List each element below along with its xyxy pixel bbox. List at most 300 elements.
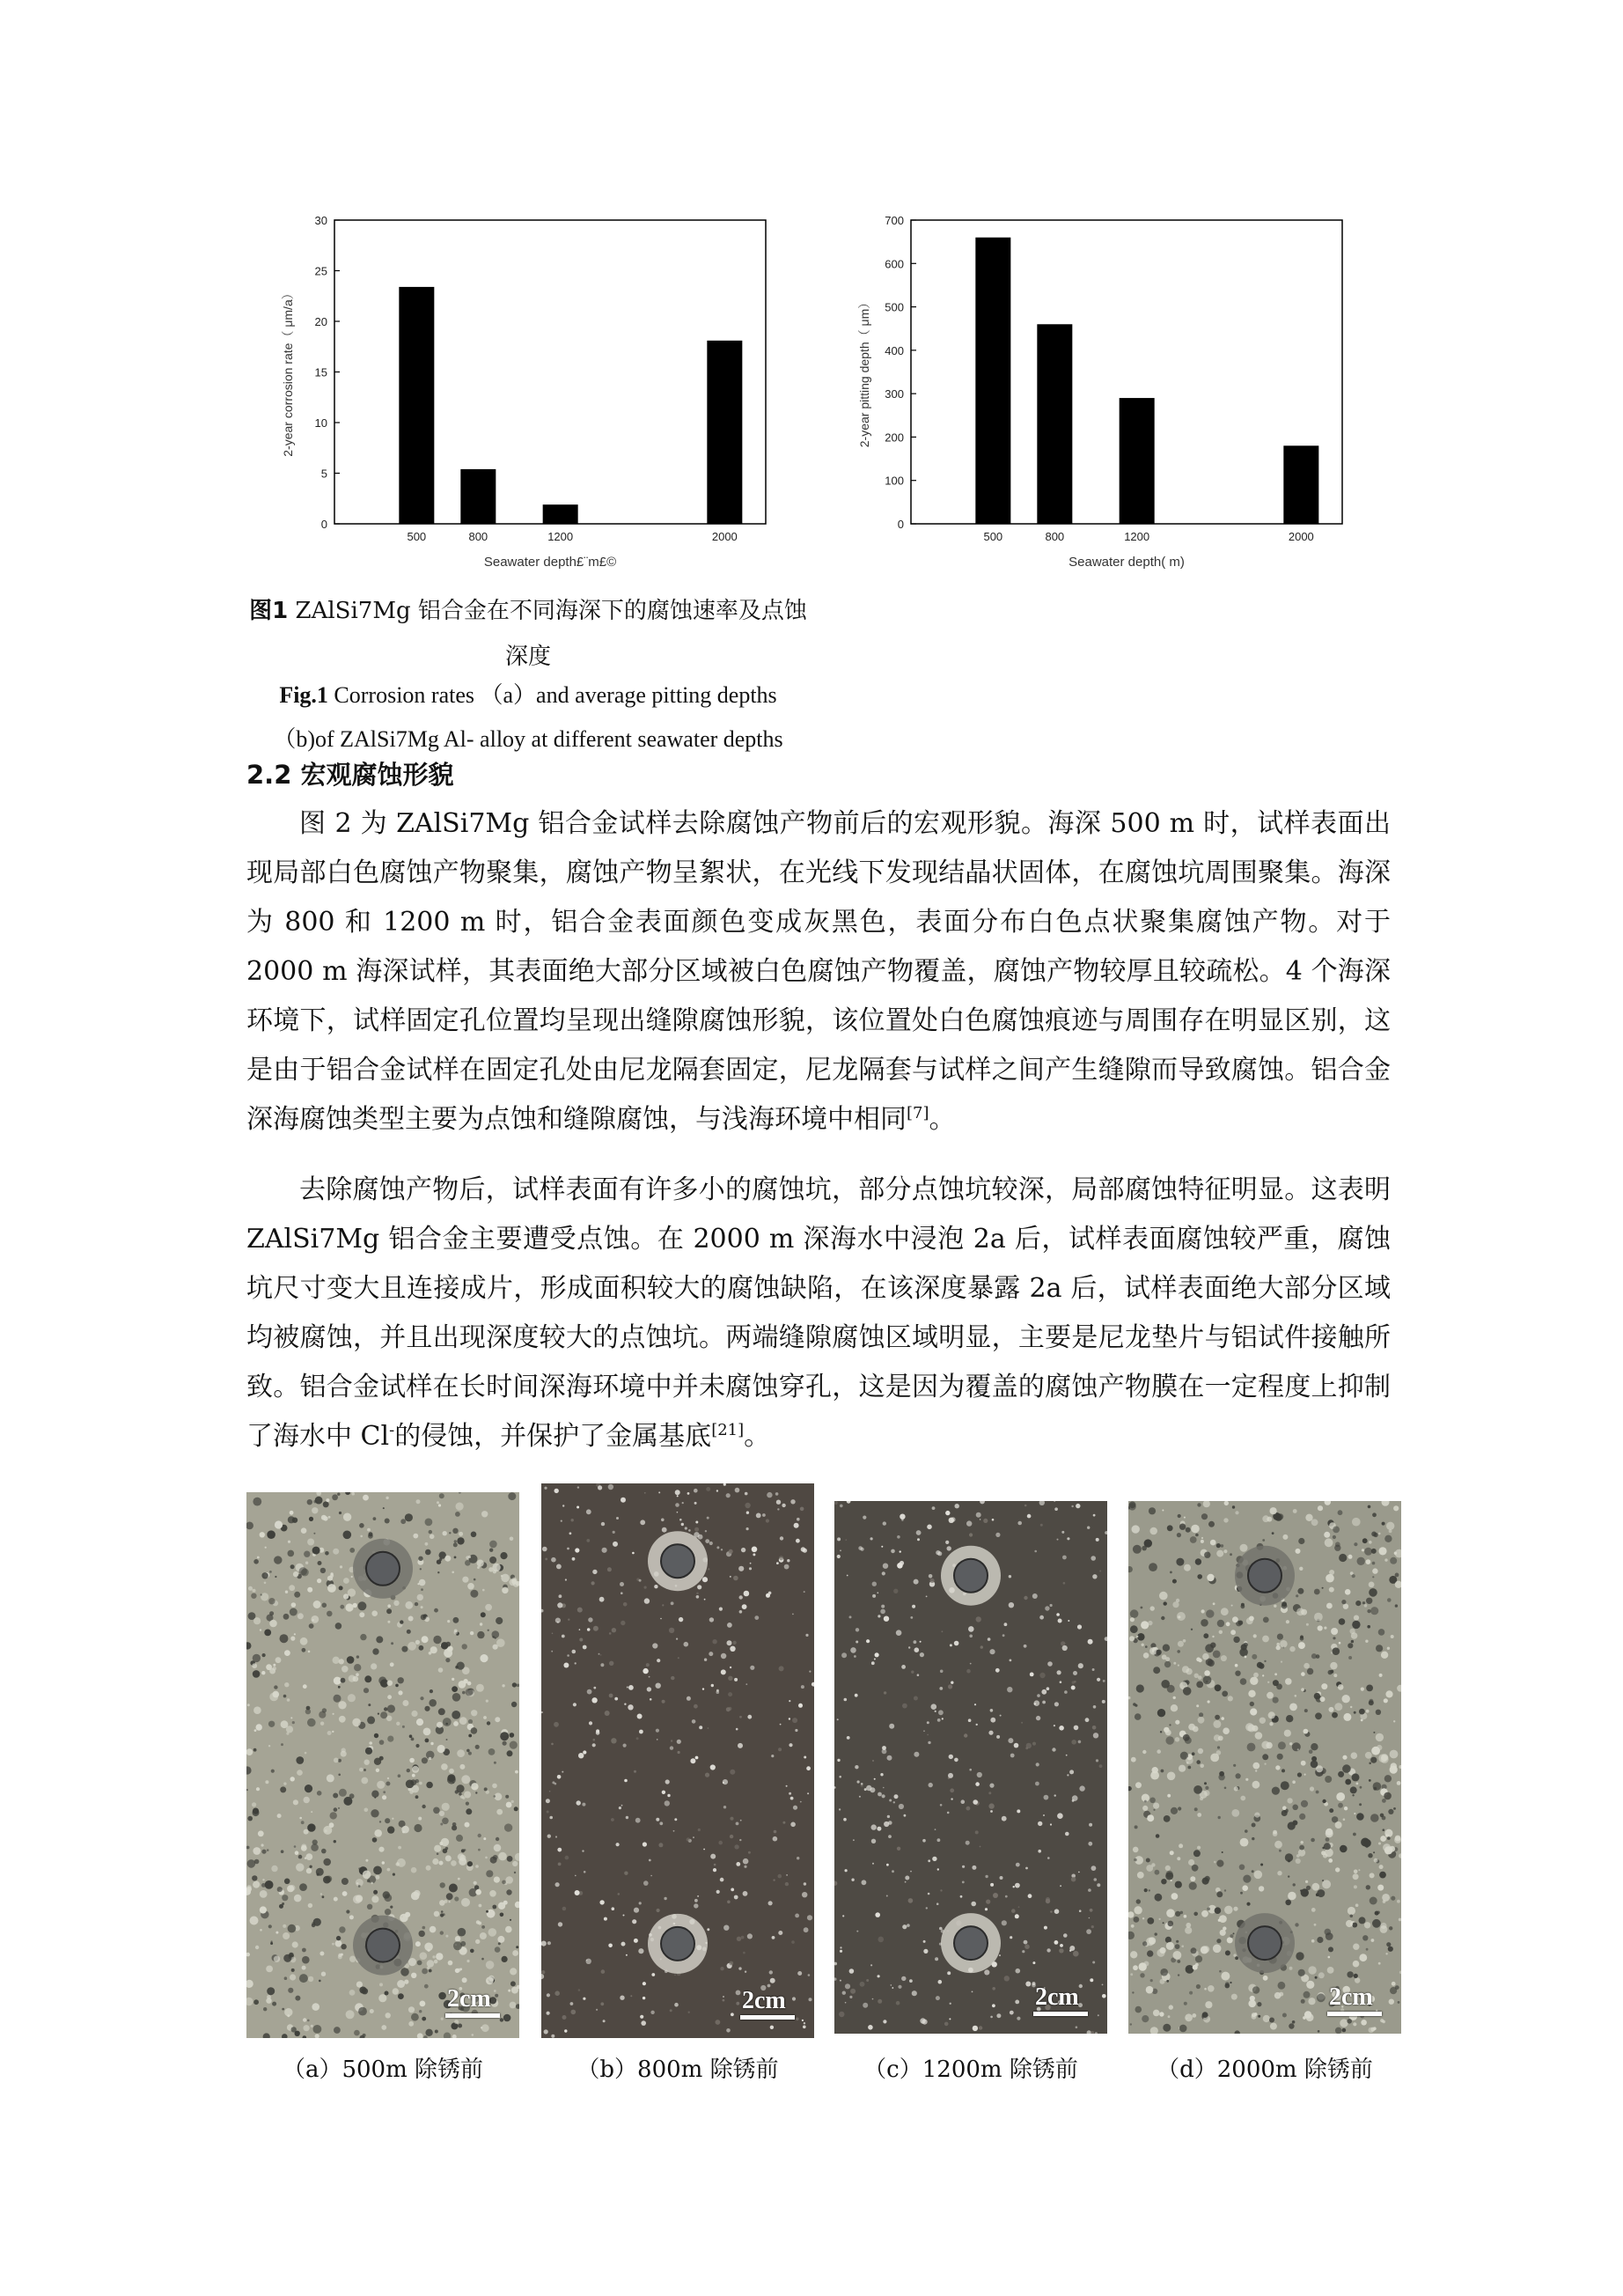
surface-speck [305, 1785, 312, 1792]
photo-500m-image [246, 1492, 519, 2038]
surface-speck [940, 1670, 944, 1674]
surface-speck [1242, 1885, 1248, 1891]
surface-speck [980, 1645, 983, 1648]
surface-speck [293, 1799, 298, 1805]
surface-speck [472, 2034, 474, 2036]
surface-speck [514, 1807, 518, 1811]
surface-speck [253, 1881, 260, 1888]
surface-speck [1376, 1733, 1384, 1741]
surface-speck [1164, 1815, 1171, 1822]
surface-speck [1204, 1988, 1207, 1991]
surface-speck [790, 1797, 794, 1800]
surface-speck [1301, 1841, 1304, 1843]
surface-speck [878, 1937, 885, 1943]
surface-speck [598, 1485, 602, 1490]
surface-speck [976, 1512, 981, 1518]
surface-speck [552, 1633, 554, 1635]
surface-speck [1382, 1799, 1386, 1803]
figure1-caption-en [246, 673, 810, 762]
surface-speck [750, 1666, 754, 1670]
surface-speck [441, 1642, 448, 1649]
surface-speck [1038, 1821, 1042, 1826]
surface-speck [451, 1860, 457, 1866]
surface-speck [296, 1756, 304, 1764]
surface-speck [705, 1773, 709, 1777]
surface-speck [1173, 1696, 1176, 1699]
surface-speck [1214, 1861, 1216, 1864]
surface-speck [1365, 1640, 1368, 1643]
surface-speck [902, 1924, 907, 1929]
surface-speck [475, 1792, 477, 1793]
surface-speck [562, 1635, 565, 1638]
surface-speck [1391, 1635, 1394, 1638]
surface-speck [840, 1549, 841, 1551]
surface-speck [948, 1684, 952, 1689]
surface-speck [908, 1898, 914, 1903]
surface-speck [428, 1949, 430, 1952]
surface-speck [797, 1857, 799, 1859]
surface-speck [265, 1780, 268, 1784]
surface-speck [387, 1868, 391, 1872]
surface-speck [662, 1791, 665, 1794]
surface-speck [511, 1800, 514, 1803]
surface-speck [349, 1793, 355, 1799]
surface-speck [752, 1547, 758, 1553]
surface-speck [624, 1704, 626, 1705]
surface-speck [768, 1592, 772, 1595]
surface-speck [1191, 1525, 1200, 1534]
surface-speck [1054, 1940, 1059, 1945]
surface-speck [459, 1717, 467, 1725]
surface-speck [1222, 1691, 1228, 1697]
surface-speck [467, 1861, 473, 1866]
surface-speck [307, 1499, 312, 1505]
surface-speck [736, 1728, 738, 1731]
surface-speck [711, 1684, 714, 1687]
surface-speck [804, 1756, 806, 1759]
surface-speck [779, 1666, 784, 1671]
scale-bar-b [740, 2015, 795, 2020]
surface-speck [977, 1772, 982, 1777]
surface-speck [386, 1782, 390, 1786]
surface-speck [1299, 1814, 1305, 1820]
surface-speck [935, 1957, 938, 1961]
surface-speck [290, 1608, 297, 1616]
surface-speck [694, 1489, 698, 1493]
surface-speck [1250, 1702, 1254, 1706]
surface-speck [716, 2020, 721, 2025]
surface-speck [1324, 1532, 1330, 1538]
surface-speck [330, 1812, 337, 1819]
surface-speck [1024, 1940, 1028, 1945]
surface-speck [893, 1801, 895, 1803]
surface-speck [920, 1652, 924, 1657]
surface-speck [1252, 1870, 1254, 1873]
surface-speck [385, 1818, 390, 1823]
surface-speck [319, 1952, 324, 1956]
surface-speck [790, 1499, 795, 1504]
surface-speck [891, 1984, 892, 1986]
surface-speck [1102, 1994, 1106, 1998]
surface-speck [434, 1911, 440, 1917]
surface-speck [738, 1743, 743, 1748]
surface-speck [1310, 1786, 1314, 1791]
surface-speck [1282, 1534, 1288, 1540]
surface-speck [1179, 1843, 1183, 1848]
surface-speck [432, 1858, 438, 1865]
surface-speck [1193, 1912, 1198, 1917]
surface-speck [850, 1989, 856, 1994]
surface-speck [506, 1802, 512, 1808]
surface-speck [901, 1976, 906, 1981]
surface-speck [483, 1837, 486, 1840]
surface-speck [1259, 1718, 1266, 1724]
surface-speck [478, 1834, 481, 1837]
surface-speck [323, 1858, 331, 1866]
surface-speck [498, 1942, 501, 1945]
surface-speck [1272, 1532, 1274, 1534]
surface-speck [416, 1718, 423, 1726]
surface-speck [478, 1849, 481, 1851]
surface-speck [1155, 1932, 1157, 1935]
surface-speck [295, 1996, 300, 2001]
surface-speck [1172, 1579, 1177, 1584]
surface-speck [1315, 1712, 1322, 1719]
surface-speck [557, 1622, 559, 1623]
surface-speck [429, 1530, 432, 1534]
surface-speck [745, 1492, 748, 1496]
surface-speck [1352, 1621, 1360, 1629]
surface-speck [342, 1891, 348, 1896]
surface-speck [387, 1695, 392, 1699]
surface-speck [252, 1802, 256, 1807]
surface-speck [1198, 1748, 1203, 1754]
surface-speck [296, 1863, 304, 1871]
surface-speck [1276, 1645, 1281, 1650]
surface-speck [1295, 1695, 1297, 1697]
surface-speck [1133, 1545, 1142, 1554]
surface-speck [962, 1881, 965, 1884]
surface-speck [1150, 1979, 1153, 1982]
surface-speck [283, 1695, 287, 1698]
surface-speck [452, 1528, 458, 1534]
surface-speck [1245, 1778, 1248, 1781]
surface-speck [1234, 1786, 1238, 1791]
surface-speck [1326, 1837, 1330, 1842]
y-axis-label: 2-year pitting depth（ μm） [857, 296, 871, 448]
surface-speck [405, 1601, 413, 1609]
surface-speck [1338, 1684, 1344, 1690]
surface-speck [1254, 2013, 1258, 2016]
surface-speck [839, 1776, 841, 1778]
surface-speck [468, 1734, 472, 1738]
surface-speck [271, 1940, 273, 1942]
surface-speck [1147, 1814, 1154, 1821]
surface-speck [547, 1993, 550, 1997]
surface-speck [1338, 1771, 1344, 1777]
surface-speck [1385, 1690, 1392, 1697]
surface-speck [273, 1664, 275, 1667]
surface-speck [989, 1784, 994, 1788]
surface-speck [459, 1792, 462, 1796]
surface-speck [1384, 1846, 1392, 1854]
surface-speck [279, 1904, 283, 1909]
surface-speck [1372, 1576, 1374, 1578]
surface-speck [1309, 1749, 1313, 1754]
surface-speck [1134, 1858, 1136, 1861]
surface-speck [408, 1958, 416, 1966]
surface-speck [1181, 1945, 1184, 1947]
surface-speck [659, 1821, 663, 1825]
surface-speck [290, 1974, 296, 1980]
surface-speck [494, 1762, 496, 1764]
surface-speck [555, 1836, 557, 1837]
surface-speck [340, 1605, 344, 1609]
surface-speck [616, 1843, 620, 1846]
surface-speck [1223, 1518, 1228, 1522]
surface-speck [1372, 1568, 1377, 1573]
surface-speck [1164, 1661, 1171, 1667]
surface-speck [856, 1628, 859, 1631]
surface-speck [1275, 1765, 1280, 1770]
surface-speck [1143, 1961, 1149, 1967]
surface-speck [662, 1604, 664, 1606]
surface-speck [365, 1859, 368, 1862]
surface-speck [448, 1961, 453, 1966]
surface-speck [475, 1889, 481, 1895]
surface-speck [378, 1713, 379, 1715]
surface-speck [1172, 1601, 1179, 1608]
surface-speck [281, 1850, 284, 1853]
surface-speck [303, 2018, 306, 2021]
surface-speck [992, 2004, 995, 2007]
paragraph-1 [246, 799, 1391, 1144]
surface-speck [688, 2012, 690, 2013]
surface-speck [356, 1655, 359, 1658]
surface-speck [974, 1704, 976, 1705]
surface-speck [684, 1642, 689, 1647]
surface-speck [1063, 1582, 1066, 1585]
surface-speck [1243, 1875, 1251, 1883]
surface-speck [1190, 1876, 1195, 1881]
surface-speck [464, 1849, 466, 1851]
surface-speck [371, 1895, 378, 1902]
surface-speck [679, 1519, 682, 1521]
surface-speck [1188, 1859, 1194, 1866]
surface-speck [621, 1805, 623, 1807]
surface-speck [341, 1666, 349, 1673]
surface-speck [716, 1546, 719, 1549]
surface-speck [1054, 1909, 1060, 1914]
surface-speck [438, 1504, 441, 1506]
surface-speck [901, 1665, 906, 1669]
surface-speck [398, 1690, 402, 1695]
surface-speck [1005, 1895, 1008, 1898]
surface-speck [1146, 1986, 1154, 1994]
surface-speck [729, 1961, 733, 1966]
surface-speck [1353, 1873, 1359, 1880]
x-tick-label: 2000 [711, 530, 738, 543]
surface-speck [1171, 1807, 1178, 1814]
surface-speck [905, 1876, 909, 1880]
surface-speck [313, 1601, 321, 1608]
surface-speck [503, 1901, 508, 1905]
surface-speck [488, 1630, 489, 1631]
surface-speck [1326, 1603, 1333, 1609]
surface-speck [434, 1845, 441, 1852]
surface-speck [951, 1798, 952, 1799]
y-tick-label: 30 [314, 214, 327, 227]
surface-speck [441, 1838, 449, 1846]
surface-speck [621, 1621, 625, 1625]
surface-speck [1288, 1875, 1289, 1877]
surface-speck [353, 1676, 359, 1682]
surface-speck [792, 1997, 796, 2000]
surface-speck [312, 1507, 318, 1513]
surface-speck [1130, 1609, 1139, 1618]
surface-speck [1092, 1574, 1097, 1578]
surface-speck [1176, 1940, 1179, 1943]
surface-speck [874, 1778, 876, 1780]
surface-speck [455, 1936, 461, 1942]
surface-speck [1097, 1678, 1100, 1682]
surface-speck [1298, 1642, 1305, 1649]
surface-speck [396, 1722, 400, 1726]
surface-speck [396, 1862, 400, 1866]
photo-800m [541, 1483, 814, 2038]
surface-speck [621, 1498, 626, 1503]
surface-speck [1317, 1993, 1326, 2002]
surface-speck [1328, 1946, 1333, 1952]
surface-speck [738, 1566, 744, 1571]
surface-speck [510, 1733, 515, 1738]
surface-speck [247, 1859, 256, 1868]
surface-speck [421, 1606, 423, 1608]
surface-speck [461, 1775, 470, 1784]
surface-speck [449, 1769, 454, 1774]
surface-speck [576, 1506, 579, 1509]
surface-speck [1212, 1636, 1214, 1637]
surface-speck [467, 1682, 472, 1686]
surface-speck [1296, 1854, 1300, 1858]
surface-speck [1161, 1616, 1164, 1620]
surface-speck [1395, 1604, 1398, 1607]
surface-speck [449, 1532, 451, 1534]
surface-speck [1218, 1736, 1223, 1741]
surface-speck [1378, 1962, 1381, 1965]
surface-speck [570, 2002, 574, 2005]
surface-speck [297, 1770, 303, 1776]
surface-speck [1354, 1885, 1357, 1888]
surface-speck [1318, 1505, 1323, 1511]
surface-speck [1186, 1756, 1193, 1764]
surface-speck [1054, 1794, 1056, 1796]
surface-speck [1365, 1752, 1372, 1759]
surface-speck [468, 1719, 473, 1724]
surface-speck [269, 1571, 272, 1573]
surface-speck [300, 1637, 308, 1645]
surface-speck [601, 1522, 605, 1526]
surface-speck [1369, 1588, 1377, 1597]
surface-speck [753, 1553, 755, 1556]
chart-pitting-depth [849, 207, 1360, 585]
surface-speck [1240, 1796, 1245, 1801]
surface-speck [1134, 1906, 1142, 1914]
surface-speck [1142, 2015, 1149, 2022]
surface-speck [800, 1801, 802, 1803]
surface-speck [1017, 1521, 1022, 1526]
surface-speck [1207, 1908, 1210, 1911]
surface-speck [1289, 2023, 1294, 2028]
surface-speck [398, 1774, 401, 1777]
surface-speck [1024, 1944, 1030, 1949]
surface-speck [905, 1881, 907, 1883]
surface-speck [477, 1631, 484, 1638]
surface-speck [547, 1835, 551, 1838]
surface-speck [375, 1875, 379, 1880]
surface-speck [1338, 1803, 1343, 1808]
surface-speck [1317, 1937, 1323, 1943]
surface-speck [1196, 1760, 1201, 1764]
surface-speck [1262, 1754, 1268, 1760]
surface-speck [447, 1776, 456, 1785]
surface-speck [707, 1517, 709, 1520]
surface-speck [555, 1882, 560, 1887]
surface-speck [603, 2020, 606, 2022]
surface-speck [253, 1589, 256, 1593]
surface-speck [411, 1973, 416, 1978]
surface-speck [1186, 1527, 1191, 1533]
surface-speck [317, 1791, 322, 1796]
surface-speck [706, 1487, 710, 1491]
surface-speck [368, 1704, 371, 1706]
surface-speck [778, 1748, 782, 1751]
surface-speck [914, 1579, 919, 1585]
surface-speck [1014, 1743, 1019, 1748]
surface-speck [1343, 1713, 1351, 1721]
surface-speck [1301, 1672, 1305, 1676]
surface-speck [1004, 1623, 1008, 1626]
surface-speck [620, 1582, 624, 1586]
surface-speck [1230, 1630, 1236, 1635]
surface-speck [312, 2003, 319, 2011]
surface-speck [1177, 1960, 1180, 1963]
surface-speck [1334, 1703, 1342, 1711]
surface-speck [1071, 1877, 1076, 1882]
surface-speck [889, 1799, 892, 1802]
surface-speck [466, 1808, 472, 1814]
surface-speck [282, 1895, 288, 1901]
surface-speck [1308, 1998, 1315, 2005]
surface-speck [452, 1825, 457, 1830]
surface-speck [611, 1738, 616, 1743]
surface-speck [1011, 1909, 1016, 1913]
surface-speck [288, 1924, 297, 1933]
surface-speck [858, 1546, 863, 1550]
surface-speck [999, 1954, 1001, 1956]
surface-speck [661, 1519, 665, 1522]
surface-speck [670, 2009, 672, 2012]
surface-speck [492, 1630, 500, 1638]
surface-speck [1216, 1891, 1223, 1897]
surface-speck [510, 1968, 517, 1975]
surface-speck [1373, 1851, 1375, 1853]
surface-speck [359, 1612, 364, 1617]
surface-speck [1230, 1553, 1232, 1556]
surface-speck [872, 1863, 874, 1865]
surface-speck [809, 1671, 811, 1673]
surface-speck [1350, 1786, 1357, 1793]
